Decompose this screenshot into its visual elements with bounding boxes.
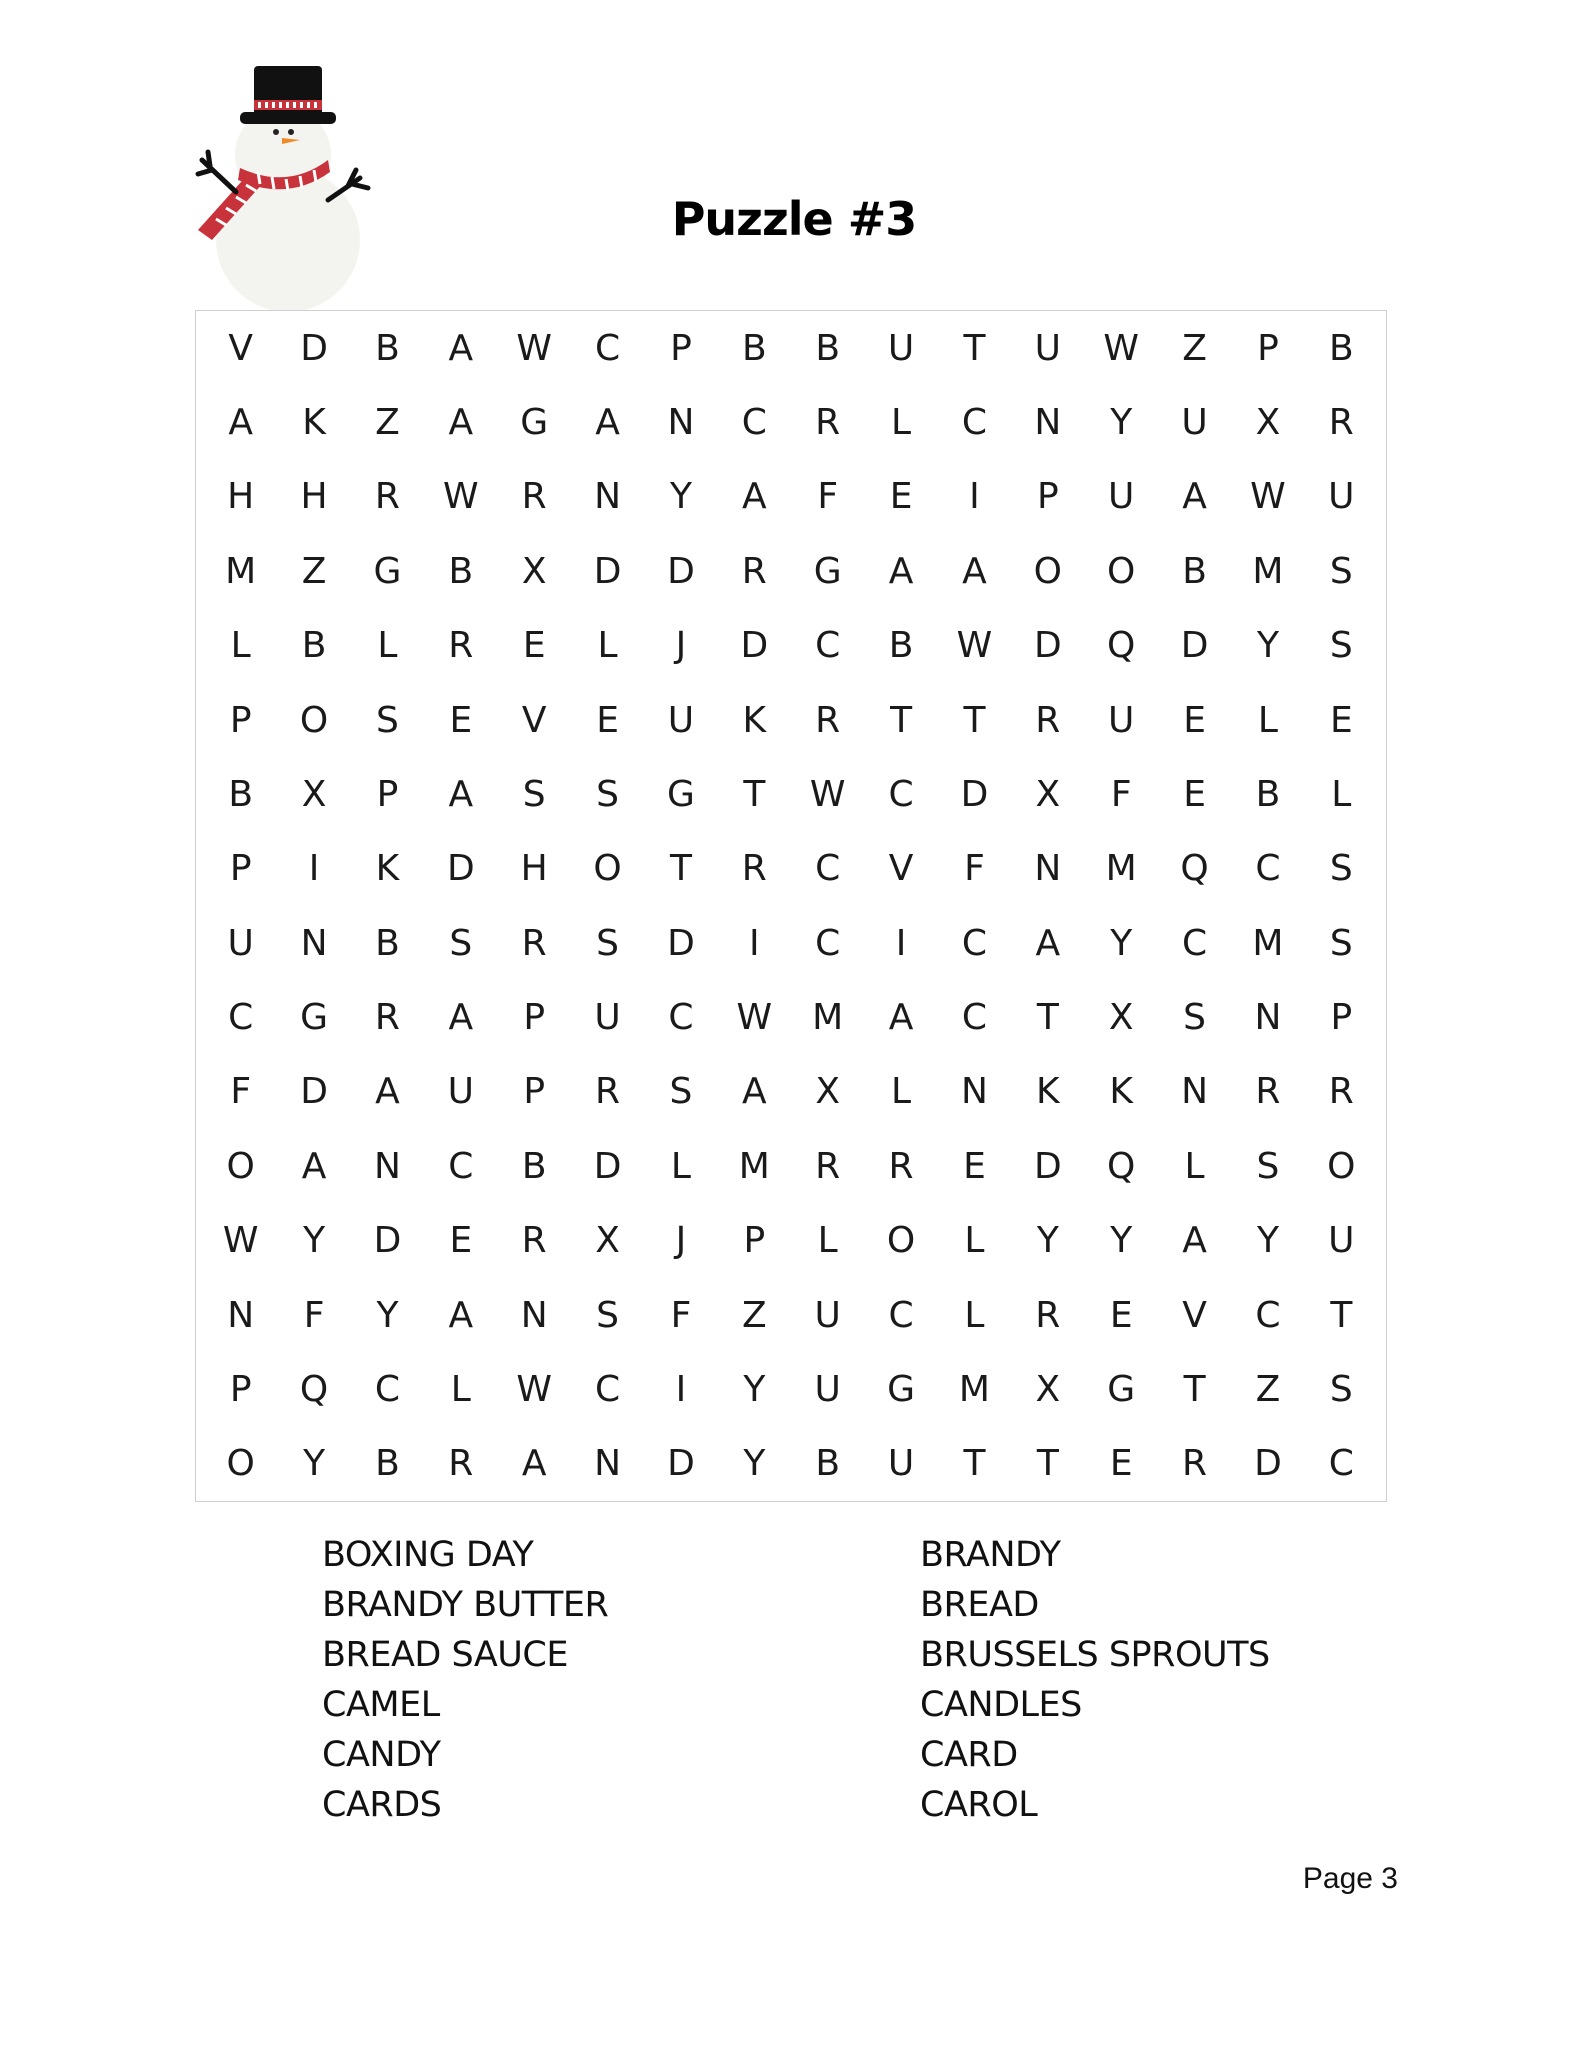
grid-letter: N xyxy=(594,1443,622,1485)
grid-letter: A xyxy=(521,1443,547,1485)
grid-letter: P xyxy=(1036,476,1059,518)
grid-letter: A xyxy=(448,1294,474,1336)
grid-letter: C xyxy=(374,1368,400,1410)
grid-letter: R xyxy=(1035,1294,1061,1336)
grid-letter: B xyxy=(1328,327,1354,369)
grid-letter: K xyxy=(302,402,326,444)
grid-letter: Z xyxy=(1255,1368,1281,1410)
grid-letter: C xyxy=(815,922,841,964)
grid-letter: U xyxy=(227,922,254,964)
grid-letter: W xyxy=(809,773,846,815)
grid-letter: Y xyxy=(1256,1220,1279,1262)
grid-letter: N xyxy=(373,1145,401,1187)
grid-letter: Y xyxy=(1256,625,1279,667)
grid-letter: T xyxy=(743,773,766,815)
puzzle-title: Puzzle #3 xyxy=(671,192,917,246)
grid-letter: N xyxy=(960,1071,988,1113)
grid-letter: G xyxy=(1107,1368,1136,1410)
grid-letter: S xyxy=(1329,550,1353,592)
grid-letter: E xyxy=(889,476,913,518)
grid-letter: X xyxy=(1035,773,1061,815)
grid-letter: C xyxy=(448,1145,474,1187)
word-list-left-column xyxy=(322,1530,608,1830)
grid-letter: G xyxy=(666,773,695,815)
grid-letter: A xyxy=(888,550,914,592)
word-list-item: CANDLES xyxy=(920,1685,1082,1725)
grid-letter: S xyxy=(596,922,619,964)
grid-letter: U xyxy=(1108,699,1135,741)
grid-letter: L xyxy=(817,1220,838,1262)
grid-letter: L xyxy=(377,625,398,667)
grid-letter: Y xyxy=(303,1220,326,1262)
grid-letter: S xyxy=(1329,848,1353,890)
grid-letter: W xyxy=(736,997,773,1039)
grid-letter: P xyxy=(229,848,252,890)
grid-letter: C xyxy=(815,625,841,667)
grid-letter: X xyxy=(1035,1368,1061,1410)
grid-letter: P xyxy=(523,997,546,1039)
grid-letter: C xyxy=(1181,922,1208,964)
grid-letter: K xyxy=(1109,1071,1133,1113)
grid-letter: L xyxy=(964,1294,985,1336)
grid-letter: P xyxy=(229,699,252,741)
grid-letter: B xyxy=(375,922,400,964)
grid-letter: C xyxy=(888,1294,914,1336)
grid-letter: V xyxy=(888,848,914,890)
grid-letter: M xyxy=(958,1368,990,1410)
grid-letter: D xyxy=(960,773,989,815)
grid-letter: F xyxy=(303,1294,325,1336)
grid-letter: A xyxy=(1035,922,1061,964)
grid-letter: N xyxy=(300,922,328,964)
grid-letter: A xyxy=(448,327,474,369)
grid-letter: R xyxy=(1328,402,1354,444)
grid-letter: E xyxy=(1109,1443,1133,1485)
grid-letter: X xyxy=(1108,997,1134,1039)
grid-letter: P xyxy=(1330,997,1353,1039)
grid-letter: E xyxy=(449,699,473,741)
grid-letter: Z xyxy=(1182,327,1207,369)
grid-letter: A xyxy=(741,476,767,518)
grid-letter: O xyxy=(226,1145,255,1187)
grid-letter: I xyxy=(675,1368,687,1410)
word-list-item: CAROL xyxy=(920,1785,1038,1825)
grid-letter: G xyxy=(813,550,842,592)
grid-letter: F xyxy=(817,476,839,518)
grid-letter: P xyxy=(1257,327,1279,369)
grid-letter: E xyxy=(1109,1294,1133,1336)
grid-letter: R xyxy=(741,848,767,890)
grid-letter: Y xyxy=(1110,1220,1133,1262)
grid-letter: R xyxy=(374,997,400,1039)
grid-letter: D xyxy=(667,922,695,964)
grid-letter: L xyxy=(230,625,251,667)
grid-letter: Z xyxy=(741,1294,767,1336)
word-list-item: CAMEL xyxy=(322,1685,440,1725)
grid-letter: U xyxy=(1181,402,1208,444)
grid-letter: B xyxy=(375,1443,400,1485)
grid-letter: U xyxy=(1034,327,1061,369)
grid-letter: U xyxy=(667,699,695,741)
word-list-item: CANDY xyxy=(322,1735,441,1775)
grid-letter: T xyxy=(890,699,913,741)
grid-letter: A xyxy=(962,550,987,592)
grid-letter: X xyxy=(815,1071,841,1113)
grid-letter: C xyxy=(228,997,254,1039)
grid-letter: U xyxy=(887,327,915,369)
grid-letter: R xyxy=(521,476,547,518)
grid-letter: E xyxy=(522,625,546,667)
grid-letter: L xyxy=(1331,773,1352,815)
grid-letter: G xyxy=(887,1368,916,1410)
grid-letter: Q xyxy=(1107,1145,1136,1187)
grid-letter: W xyxy=(443,476,479,518)
grid-letter: O xyxy=(299,699,329,741)
grid-letter: Z xyxy=(301,550,327,592)
grid-letter: R xyxy=(521,1220,547,1262)
grid-letter: F xyxy=(230,1071,252,1113)
grid-letter: A xyxy=(448,773,474,815)
grid-letter: W xyxy=(516,1368,552,1410)
grid-letter: I xyxy=(969,476,980,518)
grid-letter: W xyxy=(956,625,993,667)
grid-letter: O xyxy=(226,1443,255,1485)
grid-letter: D xyxy=(740,625,769,667)
word-list-item: CARDS xyxy=(322,1785,442,1825)
grid-letter: P xyxy=(376,773,399,815)
grid-letter: S xyxy=(596,773,619,815)
grid-letter: C xyxy=(815,848,841,890)
grid-letter: B xyxy=(815,1443,841,1485)
grid-letter: Z xyxy=(375,402,400,444)
grid-letter: G xyxy=(520,402,549,444)
grid-letter: D xyxy=(373,1220,402,1262)
grid-letter: C xyxy=(1255,848,1281,890)
grid-letter: Y xyxy=(743,1368,766,1410)
grid-letter: S xyxy=(1256,1145,1280,1187)
grid-letter: D xyxy=(446,848,475,890)
grid-letter: U xyxy=(1328,476,1355,518)
grid-letter: R xyxy=(1182,1443,1208,1485)
grid-letter: B xyxy=(448,550,474,592)
grid-letter: D xyxy=(300,327,328,369)
grid-letter: E xyxy=(596,699,619,741)
grid-letter: L xyxy=(964,1220,985,1262)
grid-letter: R xyxy=(1328,1071,1354,1113)
grid-letter: X xyxy=(1255,402,1281,444)
word-list-right-column xyxy=(920,1530,1270,1830)
grid-letter: T xyxy=(669,848,692,890)
grid-letter: S xyxy=(1183,997,1206,1039)
grid-letter: T xyxy=(1036,997,1059,1039)
grid-letter: C xyxy=(888,773,914,815)
grid-letter: O xyxy=(1107,550,1136,592)
grid-letter: U xyxy=(887,1443,915,1485)
grid-letter: S xyxy=(522,773,546,815)
grid-letter: F xyxy=(1110,773,1132,815)
grid-letter: Q xyxy=(1107,625,1136,667)
grid-letter: Q xyxy=(299,1368,329,1410)
grid-letter: U xyxy=(814,1294,841,1336)
grid-letter: D xyxy=(667,550,695,592)
grid-letter: V xyxy=(521,699,547,741)
grid-letter: A xyxy=(1182,1220,1207,1262)
grid-letter: E xyxy=(449,1220,473,1262)
grid-letter: M xyxy=(1252,550,1284,592)
grid-letter: C xyxy=(1328,1443,1354,1485)
grid-letter: A xyxy=(448,402,474,444)
grid-letter: Y xyxy=(303,1443,326,1485)
grid-letter: D xyxy=(1033,1145,1062,1187)
word-list-item: BREAD xyxy=(920,1585,1039,1625)
grid-letter: S xyxy=(449,922,473,964)
page-number: Page 3 xyxy=(1302,1862,1398,1895)
grid-letter: Y xyxy=(1110,402,1133,444)
grid-letter: S xyxy=(1329,922,1353,964)
grid-letter: S xyxy=(376,699,399,741)
grid-letter: Y xyxy=(669,476,692,518)
grid-letter: P xyxy=(229,1368,252,1410)
grid-letter: N xyxy=(1034,848,1062,890)
grid-letter: C xyxy=(961,922,987,964)
word-list-item: BRANDY BUTTER xyxy=(322,1585,609,1625)
grid-letter: Y xyxy=(1110,922,1133,964)
grid-letter: C xyxy=(741,402,767,444)
grid-letter: A xyxy=(1182,476,1207,518)
word-search-grid xyxy=(195,310,1387,1502)
word-list-item: BOXING DAY xyxy=(322,1535,534,1575)
grid-letter: N xyxy=(1034,402,1062,444)
grid-letter: B xyxy=(1255,773,1281,815)
grid-letter: X xyxy=(595,1220,620,1262)
grid-letter: P xyxy=(670,327,692,369)
grid-letter: C xyxy=(961,402,987,444)
grid-letter: K xyxy=(742,699,767,741)
grid-letter: W xyxy=(222,1220,259,1262)
grid-letter: C xyxy=(594,1368,621,1410)
grid-letter: Q xyxy=(1180,848,1209,890)
grid-letter: R xyxy=(1255,1071,1281,1113)
grid-letter: F xyxy=(964,848,985,890)
grid-letter: A xyxy=(741,1071,767,1113)
grid-letter: H xyxy=(227,476,255,518)
grid-letter: B xyxy=(228,773,254,815)
grid-letter: L xyxy=(1257,699,1278,741)
grid-letter: D xyxy=(593,550,622,592)
grid-letter: I xyxy=(895,922,907,964)
grid-letter: W xyxy=(516,327,552,369)
grid-letter: H xyxy=(520,848,548,890)
grid-letter: B xyxy=(375,327,400,369)
grid-letter: R xyxy=(521,922,547,964)
grid-letter: L xyxy=(450,1368,471,1410)
grid-letter: Y xyxy=(743,1443,766,1485)
grid-letter: R xyxy=(448,1443,474,1485)
grid-letter: W xyxy=(1250,476,1286,518)
grid-letter: L xyxy=(1184,1145,1205,1187)
grid-letter: S xyxy=(1329,625,1353,667)
word-list-item: BRUSSELS SPROUTS xyxy=(920,1635,1270,1675)
grid-letter: R xyxy=(815,1145,841,1187)
grid-letter: N xyxy=(1254,997,1282,1039)
grid-letter: R xyxy=(888,1145,914,1187)
grid-letter: M xyxy=(738,1145,770,1187)
grid-letter: B xyxy=(301,625,327,667)
grid-letter: V xyxy=(1182,1294,1207,1336)
snowman-illustration xyxy=(188,60,388,310)
grid-letter: N xyxy=(520,1294,548,1336)
grid-letter: D xyxy=(1180,625,1209,667)
grid-letter: O xyxy=(1033,550,1062,592)
grid-letter: I xyxy=(308,848,320,890)
grid-letter: S xyxy=(596,1294,619,1336)
grid-letter: D xyxy=(593,1145,622,1187)
grid-letter: W xyxy=(1103,327,1139,369)
grid-letter: R xyxy=(374,476,400,518)
grid-letter: I xyxy=(749,922,760,964)
grid-letter: T xyxy=(1183,1368,1206,1410)
grid-letter: O xyxy=(1327,1145,1356,1187)
grid-letter: N xyxy=(1181,1071,1209,1113)
grid-letter: U xyxy=(1328,1220,1355,1262)
grid-letter: O xyxy=(886,1220,916,1262)
grid-letter: U xyxy=(447,1071,474,1113)
grid-letter: L xyxy=(597,625,618,667)
grid-letter: T xyxy=(963,1443,986,1485)
grid-letter: C xyxy=(594,327,621,369)
grid-letter: D xyxy=(300,1071,328,1113)
grid-letter: C xyxy=(1255,1294,1281,1336)
grid-letter: M xyxy=(812,997,844,1039)
grid-letter: T xyxy=(963,327,986,369)
grid-letter: B xyxy=(815,327,841,369)
grid-letter: D xyxy=(1033,625,1062,667)
grid-letter: N xyxy=(227,1294,255,1336)
grid-letter: D xyxy=(667,1443,695,1485)
grid-letter: T xyxy=(1330,1294,1353,1336)
grid-letter: X xyxy=(521,550,547,592)
grid-letter: T xyxy=(1036,1443,1059,1485)
grid-letter: F xyxy=(670,1294,692,1336)
grid-letter: O xyxy=(593,848,622,890)
word-list-item: BRANDY xyxy=(920,1535,1061,1575)
grid-letter: M xyxy=(225,550,257,592)
grid-letter: D xyxy=(1254,1443,1282,1485)
grid-letter: K xyxy=(1036,1071,1060,1113)
grid-letter: T xyxy=(963,699,986,741)
grid-letter: L xyxy=(670,1145,691,1187)
grid-letter: C xyxy=(668,997,694,1039)
grid-letter: H xyxy=(300,476,328,518)
grid-letter: R xyxy=(741,550,767,592)
grid-letter: B xyxy=(888,625,914,667)
grid-letter: U xyxy=(1108,476,1135,518)
grid-letter: L xyxy=(891,1071,912,1113)
grid-letter: E xyxy=(1183,773,1206,815)
grid-letter: R xyxy=(815,699,841,741)
grid-letter: C xyxy=(961,997,987,1039)
grid-letter: M xyxy=(1252,922,1284,964)
grid-letter: R xyxy=(595,1071,621,1113)
grid-letter: L xyxy=(891,402,912,444)
grid-letter: S xyxy=(1329,1368,1353,1410)
grid-letter: S xyxy=(669,1071,693,1113)
grid-letter: V xyxy=(228,327,253,369)
grid-letter: E xyxy=(1183,699,1206,741)
grid-letter: B xyxy=(741,327,767,369)
grid-letter: E xyxy=(1329,699,1353,741)
grid-letter: R xyxy=(1035,699,1061,741)
grid-letter: A xyxy=(595,402,620,444)
grid-letter: G xyxy=(373,550,402,592)
grid-letter: A xyxy=(448,997,474,1039)
grid-letter: M xyxy=(1105,848,1137,890)
grid-letter: A xyxy=(228,402,253,444)
grid-letter: A xyxy=(375,1071,400,1113)
grid-letter: N xyxy=(594,476,622,518)
grid-letter: R xyxy=(448,625,474,667)
grid-letter: U xyxy=(594,997,621,1039)
word-list-item: BREAD SAUCE xyxy=(322,1635,568,1675)
grid-letter: A xyxy=(301,1145,327,1187)
grid-letter: B xyxy=(1182,550,1207,592)
grid-letter: R xyxy=(815,402,841,444)
grid-letter: A xyxy=(888,997,914,1039)
grid-letter: U xyxy=(814,1368,841,1410)
grid-letter: Y xyxy=(1036,1220,1059,1262)
grid-letter: N xyxy=(667,402,695,444)
grid-letter: J xyxy=(675,625,687,667)
grid-letter: Y xyxy=(376,1294,399,1336)
grid-letter: E xyxy=(963,1145,986,1187)
grid-letter: J xyxy=(675,1220,687,1262)
grid-letter: G xyxy=(300,997,329,1039)
word-list-item: CARD xyxy=(920,1735,1018,1775)
grid-letter: X xyxy=(301,773,327,815)
grid-letter: P xyxy=(743,1220,766,1262)
grid-letter: K xyxy=(375,848,400,890)
grid-letter: P xyxy=(523,1071,546,1113)
grid-letter: B xyxy=(521,1145,547,1187)
